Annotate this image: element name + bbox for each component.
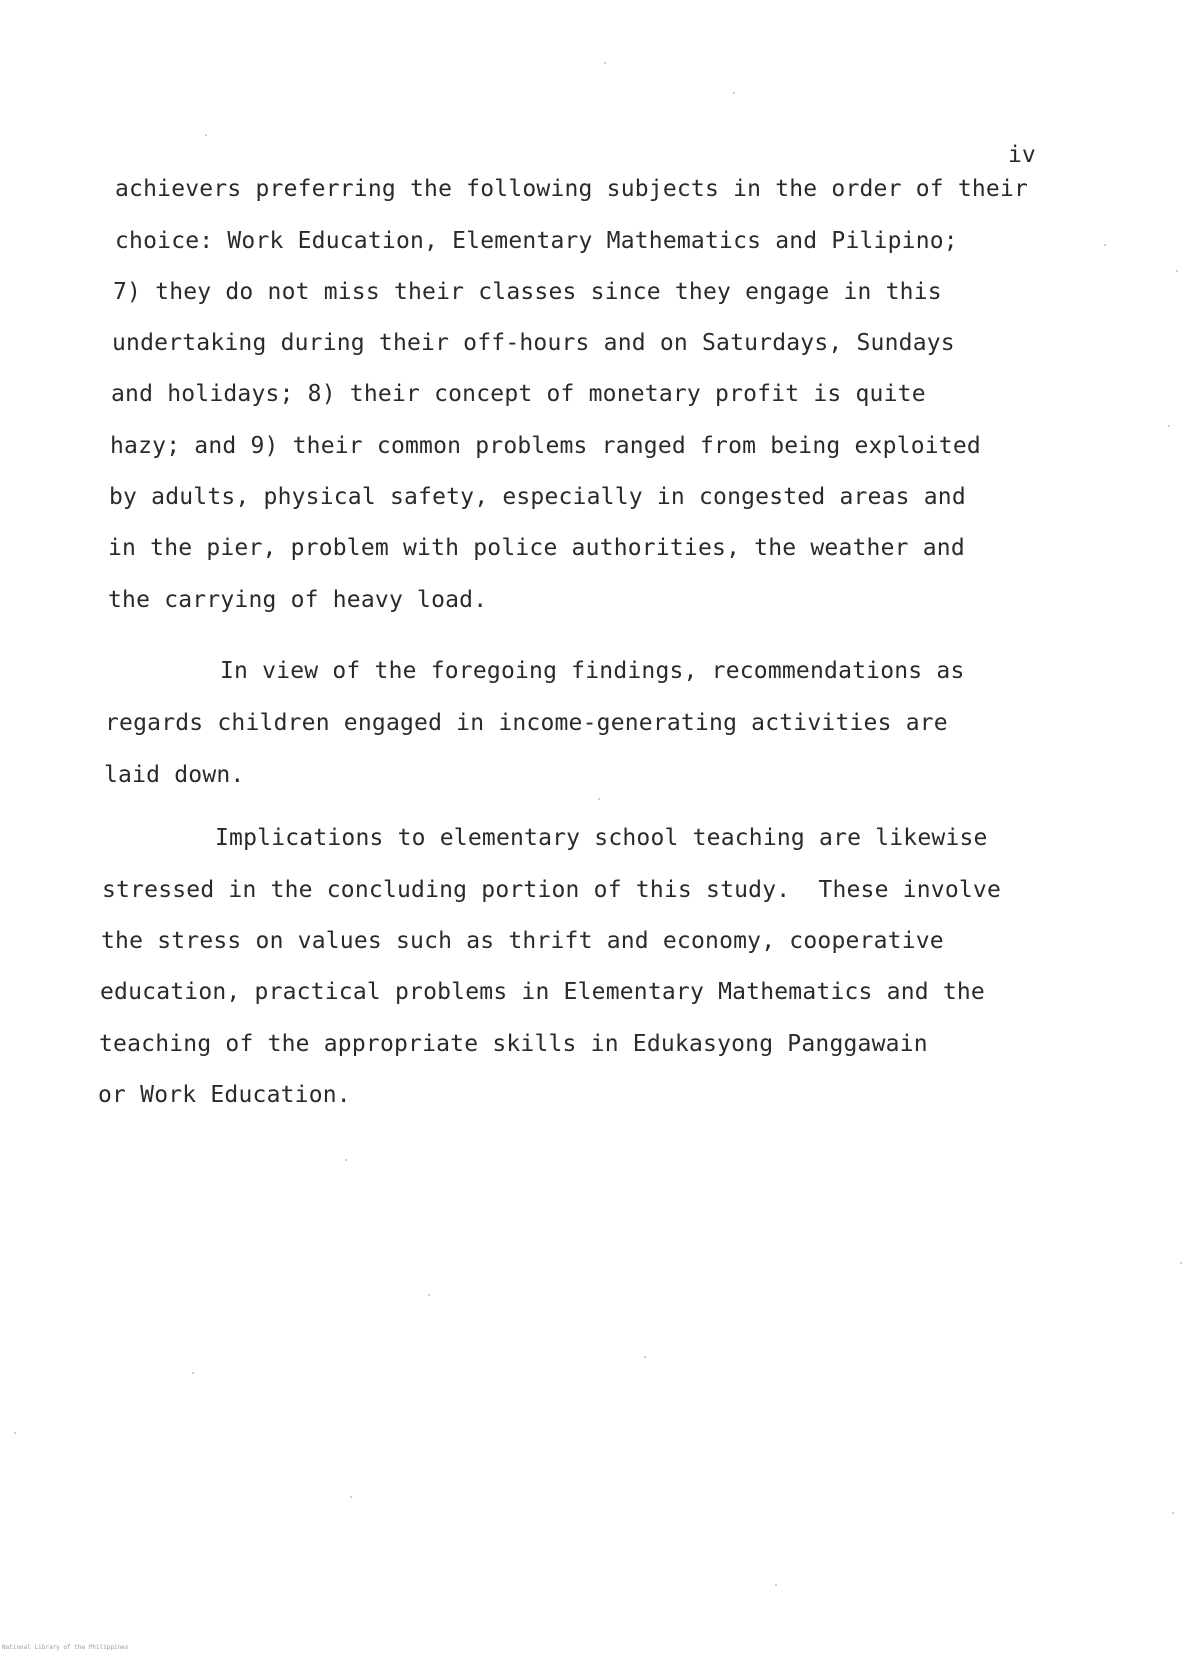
text-line: choice: Work Education, Elementary Mathematics and Pilipino;	[115, 228, 958, 254]
scan-speck	[775, 1584, 777, 1586]
text-line: and holidays; 8) their concept of monetary profit is quite	[111, 381, 926, 407]
text-line: achievers preferring the following subjects in the order of their	[115, 176, 1029, 202]
text-line: the carrying of heavy load.	[108, 587, 488, 613]
scan-speck	[1172, 1512, 1174, 1514]
text-line: 7) they do not miss their classes since they engage in this	[113, 279, 942, 305]
scan-speck	[733, 92, 735, 94]
scan-speck	[350, 1496, 352, 1498]
scan-speck	[598, 798, 600, 800]
text-line: hazy; and 9) their common problems ranged from being exploited	[110, 433, 981, 459]
text-line: regards children engaged in income-generating activities are	[105, 710, 948, 736]
scan-speck	[1180, 1262, 1182, 1264]
text-line: or Work Education.	[98, 1082, 351, 1108]
text-line: in the pier, problem with police authorities, the weather and	[108, 535, 965, 561]
text-line: teaching of the appropriate skills in Edukasyong Panggawain	[99, 1031, 928, 1057]
text-line: In view of the foregoing findings, recommendations as	[220, 658, 965, 684]
text-line: stressed in the concluding portion of this study. These involve	[102, 877, 1002, 903]
scan-speck	[205, 134, 207, 136]
scan-speck	[345, 1159, 347, 1161]
scan-speck	[1176, 270, 1178, 272]
scan-speck	[428, 1294, 430, 1296]
scan-speck	[192, 1372, 194, 1374]
text-line: by adults, physical safety, especially in congested areas and	[109, 484, 966, 510]
page-number: iv	[1008, 142, 1036, 168]
scan-speck	[14, 1432, 16, 1434]
scan-speck	[1104, 244, 1106, 246]
text-line: undertaking during their off-hours and on Saturdays, Sundays	[112, 330, 955, 356]
text-line: laid down.	[104, 762, 245, 788]
scan-speck	[604, 62, 606, 64]
scan-speck	[1168, 425, 1170, 427]
text-line: Implications to elementary school teaching are likewise	[215, 825, 988, 851]
text-line: the stress on values such as thrift and economy, cooperative	[101, 928, 944, 954]
text-line: education, practical problems in Elementary Mathematics and the	[100, 979, 985, 1005]
scan-footer: National Library of the Philippines	[2, 1644, 129, 1651]
scan-speck	[644, 1356, 646, 1358]
